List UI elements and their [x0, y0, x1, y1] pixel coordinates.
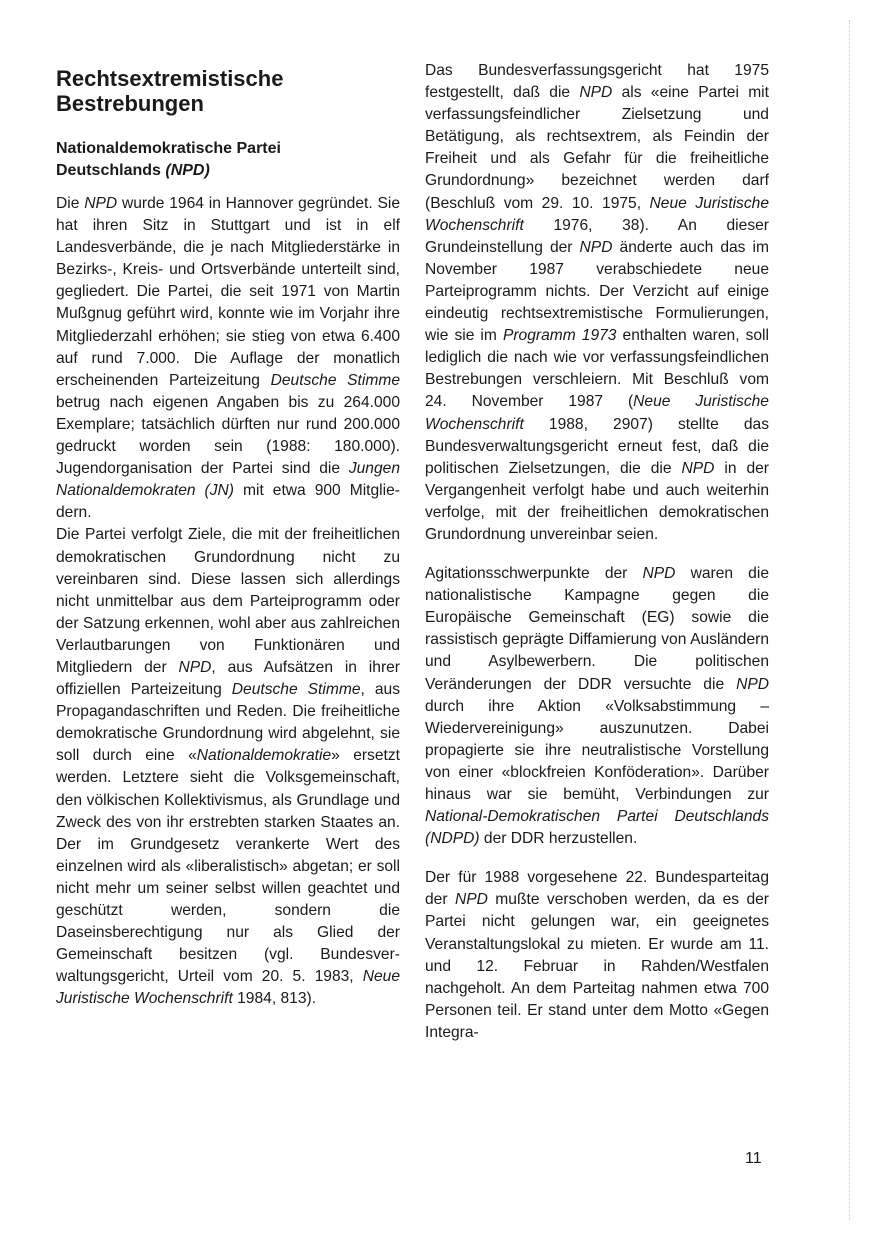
subsection-title-line-2: Deutschlands — [56, 162, 166, 179]
italic-term: Neue Juristische Wochenschrift — [56, 968, 400, 1008]
italic-term: National-Demokratischen Partei Deutschlands (NDPD) — [425, 808, 769, 848]
italic-term: Neue Juristische Wochenschrift — [425, 393, 769, 433]
paragraph-right-1: Das Bundesverfassungsgericht hat 1975 festgestellt, daß die NPD als «eine Partei mit verfassungsfeindlicher Zielsetzung und Betätigung, als rechtsextrem, als Feindin der Freiheit und als Gefahr für die freiheitliche Grundordnung» bezeichnet werden darf (Beschluß vom 29. 10. 1975, Neue Juristische Wochenschrift 1976, 38). An dieser Grundeinstellung der NPD änderte auch das im November 1987 verabschiedete neue Parteiprogramm nichts. Der Verzicht auf einige eindeutig rechtsextremistische Formulierungen, wie sie im Programm 1973 enthalten waren, soll lediglich die nach wie vor verfassungsfeindlichen Bestrebungen verschleiern. Mit Beschluß vom 24. November 1987 (Neue Juristische Wochenschrift 1988, 2907) stellte das Bundesverwaltungsgericht erneut fest, daß die politischen Zielsetzungen, die die NPD in der Vergangenheit verfolgt habe und auch weiterhin verfolge, mit der freiheitlichen demokratischen Grundordnung unvereinbar seien. — [425, 62, 769, 543]
left-column — [56, 60, 400, 1010]
italic-term: Deutsche Stimme — [231, 681, 361, 699]
subsection-title — [56, 138, 400, 182]
paragraph-left-1: Die NPD wurde 1964 in Hannover gegründet. Sie hat ihren Sitz in Stuttgart und ist in elf Landesverbände, die je nach Mitgliederstärke in Bezirks-, Kreis- und Ortsverbände unterteilt sind, gegliedert. Die Partei, die seit 1971 von Martin Mußgnug geführt wird, konnte wie im Vorjahr ihre Mitgliederzahl erhöhen; sie stieg von etwa 6.400 auf rund 7.000. Die Auflage der monatlich erscheinenden Parteizeitung Deutsche Stimme betrug nach eigenen Angaben bis zu 264.000 Exemplare; tatsächlich dürften nur rund 200.000 gedruckt worden sein (1988: 180.000). Jugendorganisation der Partei sind die Jungen Nationaldemokraten (JN) mit etwa 900 Mitgliedern. — [56, 195, 401, 522]
italic-term: NPD — [84, 195, 118, 212]
section-title-line-1: Rechtsextremistische — [56, 66, 284, 91]
italic-term: NPD — [681, 459, 715, 477]
italic-term: NPD — [178, 658, 212, 676]
italic-term: NPD — [579, 84, 613, 102]
page-number: 11 — [745, 1150, 762, 1167]
page-edge-dotted-line — [849, 20, 850, 1220]
subsection-title-abbreviation: (NPD) — [165, 162, 210, 179]
italic-term: NPD — [579, 238, 613, 256]
paragraph-right-3: Der für 1988 vorgesehene 22. Bundesparteitag der NPD mußte verschoben werden, da es der Partei nicht gelungen war, ein geeignetes Veranstaltungslokal zu mieten. Er wurde am 11. und 12. Februar in Rahden/Westfalen nachgeholt. An dem Parteitag nahmen etwa 700 Personen teil. Er stand unter dem Motto «Gegen Integra- — [425, 869, 769, 1041]
paragraph-left-2: Die Partei verfolgt Ziele, die mit der freiheitlichen demokratischen Grundordnung nicht zu vereinbaren sind. Diese lassen sich allerdings nicht unmittelbar aus dem Parteiprogramm oder der Satzung erkennen, wohl aber aus zahlreichen Verlautbarungen von Funktionären und Mitgliedern der NPD, aus Aufsätzen in ihrer offiziellen Parteizeitung Deutsche Stimme, aus Propagandaschriften und Reden. Die freiheitliche demokratische Grundordnung wird abgelehnt, sie soll durch eine «Nationaldemokratie» ersetzt werden. Letztere sieht die Volksgemeinschaft, den völkischen Kollektivismus, als Grundlage und Zweck des von ihr erstrebten starken Staates an. Der im Grundgesetz verankerte Wert des einzelnen wird als «liberalistisch» abgetan; er soll nicht mehr um seiner selbst willen geachtet und geschützt werden, sondern die Daseinsberechtigung nur als Glied der Gemeinschaft besitzen (vgl. Bundesverwaltungsgericht, Urteil vom 20. 5. 1983, Neue Juristische Wochenschrift 1984, 813). — [56, 526, 400, 1008]
italic-term: Neue Juristische Wochenschrift — [425, 194, 769, 234]
section-title — [56, 66, 400, 116]
paragraph-right-2: Agitationsschwerpunkte der NPD waren die nationalistische Kampagne gegen die Europäische Gemeinschaft (EG) sowie die rassistisch geprägte Diffamierung von Ausländern und Asylbewerbern. Die politischen Veränderungen der DDR versuchte die NPD durch ihre Aktion «Volksabstimmung – Wiedervereinigung» auszunutzen. Dabei propagierte sie ihre neutralistische Vorstellung von einer «blockfreien Konföderation». Darüber hinaus war sie bemüht, Verbindungen zur National-Demokratischen Partei Deutschlands (NDPD) der DDR herzustellen. — [425, 565, 769, 848]
subsection-title-line-1: Nationaldemokratische Partei — [56, 140, 281, 157]
italic-term: Deutsche Stimme — [270, 371, 400, 389]
italic-term: NPD — [454, 891, 488, 909]
italic-term: Nationaldemokratie — [196, 747, 332, 765]
italic-term: Jungen Nationaldemokraten (JN) — [56, 460, 400, 500]
italic-term: Programm 1973 — [502, 327, 617, 345]
italic-term: NPD — [642, 565, 676, 583]
italic-term: NPD — [736, 675, 769, 693]
right-column — [425, 60, 769, 1044]
section-title-line-2: Bestrebungen — [56, 91, 204, 116]
